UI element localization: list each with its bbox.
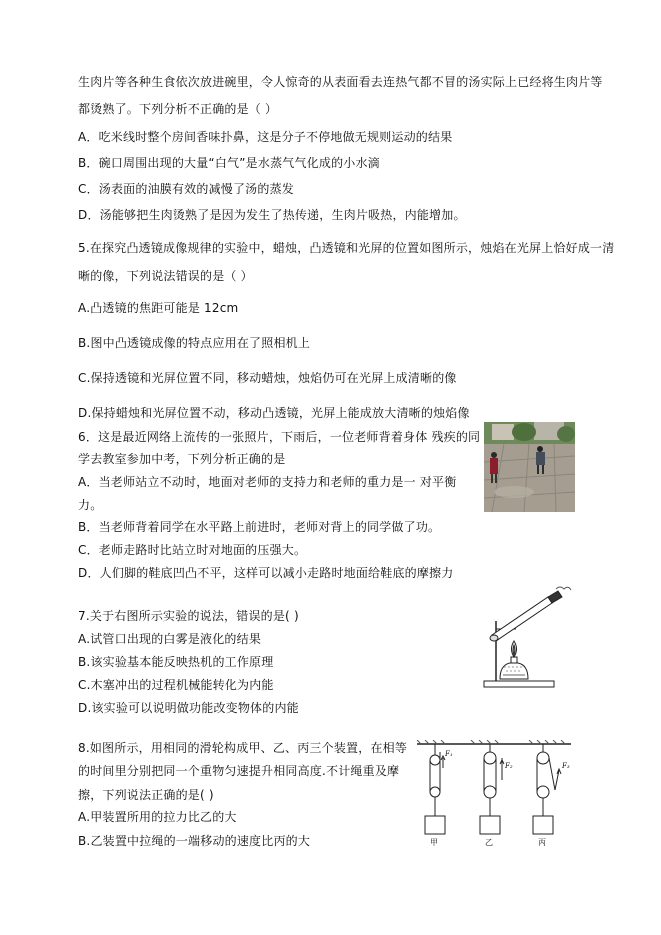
q5-stem-line2: 晰的像，下列说法错误的是（ ） — [78, 269, 253, 283]
pulley-label-bing: 丙 — [538, 838, 546, 847]
q6-stem-line2: 学去教室参加中考，下列分析正确的是 — [78, 452, 286, 466]
q4-stem-line2: 都烫熟了。下列分析不正确的是（ ） — [78, 102, 278, 116]
q4-stem-line1: 生肉片等各种生食依次放进碗里，令人惊奇的从表面看去连热气都不冒的汤实际上已经将生肉片等 — [78, 75, 603, 89]
q6-option-d: D．人们脚的鞋底凹凸不平，这样可以减小走路时地面给鞋底的摩擦力 — [78, 566, 454, 580]
q5-stem-line1: 5.在探究凸透镜成像规律的实验中，蜡烛，凸透镜和光屏的位置如图所示，烛焰在光屏上恰好成一清 — [78, 241, 615, 255]
pulley-label-jia: 甲 — [430, 838, 438, 847]
pulley-force-label-1: F₁ — [445, 750, 453, 758]
q5-option-c: C.保持透镜和光屏位置不同，移动蜡烛，烛焰仍可在光屏上成清晰的像 — [78, 371, 457, 385]
rainy-schoolyard-photo — [484, 422, 575, 512]
q8-stem-line1: 8.如图所示，用相同的滑轮构成甲、乙、丙三个装置，在相等 — [78, 741, 408, 755]
pulley-force-label-3: F₃ — [562, 762, 570, 770]
pulley-force-label-2: F₂ — [505, 762, 513, 770]
q6-option-a-cont: 力。 — [78, 498, 103, 512]
q7-option-a: A.试管口出现的白雾是液化的结果 — [78, 632, 262, 646]
q7-option-d: D.该实验可以说明做功能改变物体的内能 — [78, 701, 299, 715]
q7-option-c: C.木塞冲出的过程机械能转化为内能 — [78, 678, 274, 692]
q6-option-b: B．当老师背着同学在水平路上前进时，老师对背上的同学做了功。 — [78, 520, 441, 534]
q7-stem: 7.关于右图所示实验的说法，错误的是( ) — [78, 609, 299, 623]
q5-option-a: A.凸透镜的焦距可能是 12cm — [78, 301, 239, 315]
q8-stem-line3: 擦，下列说法正确的是( ) — [78, 788, 214, 802]
q8-stem-line2: 的时间里分别把同一个重物匀速提升相同高度.不计绳重及摩 — [78, 764, 400, 778]
q6-stem-line1: 6．这是最近网络上流传的一张照片，下雨后，一位老师背着身体 残疾的同 — [78, 430, 481, 444]
test-tube-experiment-figure — [470, 583, 575, 693]
q4-option-d: D．汤能够把生肉烫熟了是因为发生了热传递，生肉片吸热，内能增加。 — [78, 208, 466, 222]
q4-option-a: A．吃米线时整个房间香味扑鼻，这是分子不停地做无规则运动的结果 — [78, 130, 453, 144]
q8-option-b: B.乙装置中拉绳的一端移动的速度比丙的大 — [78, 834, 311, 848]
pulley-systems-figure — [415, 740, 575, 850]
pulley-label-yi: 乙 — [485, 838, 493, 847]
q6-option-a: A．当老师站立不动时，地面对老师的支持力和老师的重力是一 对平衡 — [78, 475, 457, 489]
q6-option-c: C．老师走路时比站立时对地面的压强大。 — [78, 543, 307, 557]
q7-option-b: B.该实验基本能反映热机的工作原理 — [78, 655, 274, 669]
q8-option-a: A.甲装置所用的拉力比乙的大 — [78, 810, 237, 824]
q5-option-d: D.保持蜡烛和光屏位置不动，移动凸透镜，光屏上能成放大清晰的烛焰像 — [78, 406, 470, 420]
q5-option-b: B.图中凸透镜成像的特点应用在了照相机上 — [78, 336, 311, 350]
q4-option-b: B．碗口周围出现的大量“白气”是水蒸气气化成的小水滴 — [78, 156, 380, 170]
q4-option-c: C．汤表面的油膜有效的减慢了汤的蒸发 — [78, 182, 294, 196]
